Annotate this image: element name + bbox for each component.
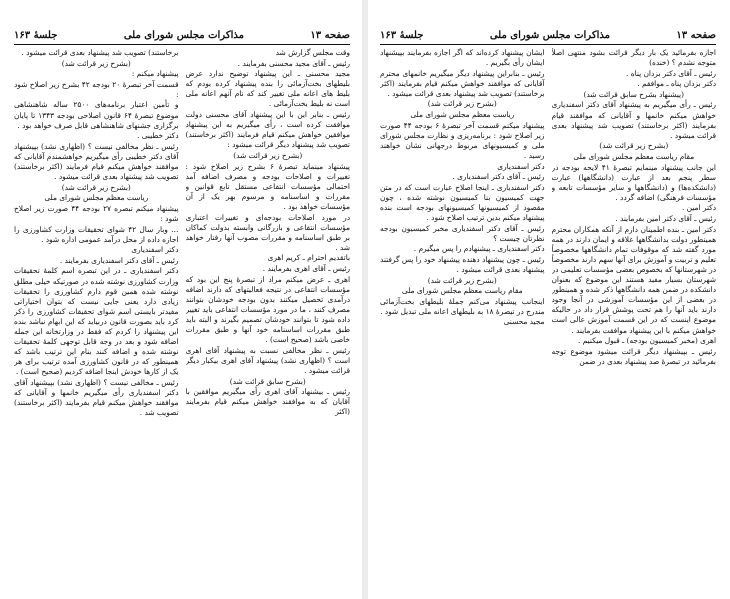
paragraph: (بشرح زیر قرائت شد) [61,182,131,192]
column-right [552,48,717,593]
paragraph: (بشرح زیر قرائت شد) [61,58,131,68]
paragraph: در مورد اصلاحات بودجه‌ای و تغییرات اعتباری مؤسسات انتفاعی و بازرگانی وابسته بدولت کماکان بر طبق اساسنامه و مقررات مصوب آنها رفتار خواهد شد . [185,212,350,252]
paragraph: و تأمین اعتبار برنامه‌های ۲۵۰۰ ساله شاهنشاهی موضوع تبصرهٔ ۶۴ قانون اصلاحی بودجه ۱۳۴۳ تا پایان برگزاری جشنهای شاهنشاهی قابل صرف خواهد بود . [14,100,179,130]
paragraph: … وبار سال ۴۲ شوای تحقیقات وزارت کشاورزی را اجازه داده از محل درآمد عمومی اداره شود . [14,224,179,244]
paragraph: رئیس ـ نظر مخالفی نسبت به پیشنهاد آقای اهری است ؟ (اظهاری نشد) پیشنهاد آقای اهری بیکبار دیگر قرائت میشود . [185,345,350,375]
paragraph: رئیس ـ آقای دکتر اسفندیاری بفرمایند . [59,255,179,265]
paragraph: وقت مجلس گزارش شد [275,48,350,57]
paragraph: دکتر اسفندیاری ـ در این تبصره اسم کلمهٔ تحقیقات وزارت کشاورزی نوشته شده در صورتیکه خیلی مطلق نوشته شده همین قوم دارم کشاورزی را تحقیقات زیادی دارد یعنی جایی نیست که بتوان اختیاراتی مفیدتر بایستی اسم شوای تحقیقات کشاورزی را ذکر کرد باید بصورت قانون دربیاید که این ابهام نباشد بنده این پیشنهاد را کردم که فقط در وزارتخانه این جمله اضافه شود و بعد در وجه قابل توجهی کلمهٔ تحقیقات نوشته شده و اضافه کنند بنام این ترتیب باشد که همینطور که در قانون کشاورزی آمده ترتیب برای هر یک از کارها خودش اینجا اضافه کردیم (صحیح است) . [14,266,179,377]
page-header [14,6,350,45]
paragraph: (بشرح زیر قرائت شد) [233,150,303,160]
paragraph: پیشنهاد میکنم تبصره ۲۷ بودجه ۴۴ صورت زیر اصلاح شود : [14,203,179,223]
paragraph: رئیس ـ بیشنهاد آقای اهری رأی میگیریم موافقین با آقایان که به موافقند خواهش میکنم قیام بفرمایند (اکثر [185,387,350,417]
paragraph: رئیس ـ رأی میگیریم به پیشنهاد آقای دکتر اسفندیاری خواهش میکنم خانمها و آقایانی که موافقند قیام بفرمایند (اکثر برخاستند) تصویب شد پیشنهاد بعدی قرائت میشود . [551,100,716,140]
paragraph: رئیس ـ نظر مخالفی نیست ؟ (اظهاری نشد) بپیشنهاد آقای دکتر خطیبی رأی میگیریم خواهشمندم آقایانی که موافقند خواهش میکنم قیام فرمایند (اکثر برخاستند) تصویب شد پیشنهاد بعدی قرائت میشود . [14,141,179,182]
journal-title: مذاکرات مجلس شورای ملی [489,30,610,41]
paragraph: برخاستند) تصویب شد پیشنهاد بعدی قرائت میشود . [21,48,179,57]
paragraph: رئیس ـ چون پیشنهاد دهنده پیشنهاد خود را پس گرفتند پیشنهاد بعدی قرائت میشود . [380,254,545,274]
paragraph: (پیشنهاد بشرح سابق قرائت شد) [583,89,684,99]
right-page [370,0,730,599]
paragraph: رئیس ـ مخالفی نیست ؟ (اظهاری نشد) بپیشنهاد آقای دکتر اسفندیاری رأی میگیریم خانمها و آقایانی که موافقند خواهش میکنم قیام بفرمایند (اکثر برخاستند) تصویب شد . [14,378,179,418]
page-number: صفحه ۱۳ [310,30,350,41]
paragraph: اینجانب پیشنهاد می‌کنم جملهٔ بلیطهای بخت‌آزمائی مندرج در تبصرهٔ ۱۸ به بلیطهای اعانه ملی تبدیل شود . [380,296,545,316]
paragraph: اهری ـ عرض میکنم مراد از تبصرهٔ پنج این بود که مؤسسات انتفاعی در نتیجه فعالیتهای که دارند اضافه درآمدی تحصیل میکنند بدون بودجه خودشان بتوانند مصرف کنند ، ما در مورد مؤسسات انتفاعی باید تغییر داده شود تا بتوانند خودشان تصمیم بگیرند و البته باید طبق مقررات اساسنامه خود آنها و طبق مقررات خاصی باشد (صحیح است) . [185,274,350,345]
paragraph: دکتر اسفندیاری [131,245,179,255]
paragraph: دکتر امین ـ بنده اطمینان دارم از آنکه همکاران محترم همینطور دولت بدانشگاهها علاقه و ایمان دارند در همه مورد گفته شد که موقوفات تمام دانشگاهها مخصوصاً تعلیم و تربیت و آموزش برای آنها سهم دارند مخصوصاً در شهرستانها که بخصوص بعضی مؤسسات تعلیمی در شهرستان بسیار مفید هستند این موضوع که بعنوان دانشکده در ضمن همه دانشگاهها ذکر شده و همینطور در بعضی از این مؤسسات آموزشی در آنجا وجود دارند باید آنها را هم تحت پوشش قرار داد در حالیکه موضوع اینست که در این قسمت آموزش عالی است خواهش میکنم با این پیشنهاد موافقت بفرمایند . [551,224,716,335]
session-number: جلسهٔ ۱۶۳ [380,30,424,41]
paragraph: اهری (مخبر کمیسیون بودجه) ـ قبول میکنیم . [578,336,716,346]
paragraph: (بشرح سابق قرائت شد) [229,376,306,386]
paragraph: رئیس ـ بنابر این با این پیشنهاد آقای محسنی دولت موافقت کرده است ، رأی میگیریم به این پیشنهاد موافقین خواهش میکنم قیام فرمایند (اکثر برخاستند) تصویب شد پیشنهاد دیگر قرائت میشود : [185,110,350,150]
paragraph: رئیس ـ آقای دکتر اسفندیاری مخبر کمیسیون بودجه نظرتان چیست ؟ [380,223,545,243]
paragraph: ریاست معظم مجلس شورای ملی [410,110,515,120]
paragraph: (بشرح زیر قرائت شد) [427,99,497,109]
paragraph: اجازه بفرمائید یک بار دیگر قرائت بشود منتهی اصلاً متوجه نشدم ؟ (خنده) [551,48,716,68]
paragraph: پیشنهاد مینماید تبصرهٔ ۶ بشرح زیر اصلاح شود : تغییرات و اصلاحات بودجه و مصرف اضافه آمد احتمالی مؤسسات انتفاعی مستقل تابع قوانین و مقررات و اساسنامه و مرسوم بهر یک از آن مؤسسات خواهد بود . [185,161,350,211]
paragraph: (بشرح زیر قرائت شد) [427,275,497,285]
text-columns [380,48,716,593]
paragraph: این جانب پیشنهاد مینمایم تبصرهٔ ۴۱ لایحه بودجه در سطر پنجم بعد از عبارت (دانشگاهها) عبارت (دانشکده‌ها) و (دانشگاهها و سایر مؤسسات تابعه و مؤسسات فرهنگی) اضافه گردد . [551,162,716,202]
paragraph: ریاست معظم مجلس شورای ملی [44,193,149,203]
paragraph: مجید محسنی ـ این پیشنهاد توضیح ندارد عرض بلیطهای بخت‌آزمائی را بنده پیشنهاد کرده بودم که بلیط های اعانه ملی تغییر کند که نام آنهم اعانه ملی است نه بلیط بخت‌آزمائی . [185,69,350,109]
paragraph: دکتر خطیبی . [137,131,179,141]
text-columns [14,48,350,593]
paragraph: پیشنهاد میکنم قسمت آخر تبصرهٔ ۶ بودجه ۴۴ صورت زیر اصلاح شود : برنامه‌ریزی و نظارت مجلس شورای ملی و کمیسیونهای مربوط درجهانی نشان خواهند رسید . [380,120,545,160]
paragraph: دکتر امین . [681,203,716,213]
paragraph: باتقدیم احترام ـ کریم اهری [267,253,350,263]
paragraph: رئیس ـ آقای دکتر امین بفرمایند . [615,214,716,223]
session-number: جلسهٔ ۱۶۳ [14,30,58,41]
left-page [0,0,360,599]
paragraph: مقام ریاست معظم مجلس شورای ملی [401,286,523,296]
column-right [186,48,351,593]
paragraph: مقام ریاست معظم مجلس شورای ملی [573,151,695,161]
paragraph: رئیس ـ آقای دکتر اسفندیاری . [452,172,545,182]
column-left [14,48,179,593]
page-gutter [362,0,368,599]
column-left [380,48,545,593]
page-header [380,6,716,45]
paragraph: پیشنهاد میکنم : [131,69,179,79]
paragraph: دکتر اسفندیاری [497,161,545,171]
paragraph: رئیس ـ بپیشنهاد دیگر قرائت میشود موضوع توجه بفرمائید در تبصرهٔ صد پیشنهاد بعدی در ضمن [551,346,716,366]
paragraph: دکتر بزدان پناه ـ موافقم . [637,79,716,89]
paragraph: (بشرح زیر قرائت شد) [599,141,669,151]
paragraph: دکتر اسفندیاری ـ اینجا اصلاح عبارت است که در متن جهت کمیسیون بنا کمیسیون نوشته شده ، چون مقصود از کمیسیونها کمیسیونهای بودجه است بنده پیشنهاد میکنم بدین ترتیب اصلاح شود . [380,182,545,222]
paragraph: رئیس ـ بنابراین پیشنهاد دیگر میگیریم خانمهای محترم آقایانی که موافقند خواهش میکنم قیام بفرمایند (اکثر برخاستند) تصویب شد پیشنهاد بعدی قرائت میشود . [380,68,545,98]
paragraph: مجید محسنی [503,317,545,327]
paragraph: رئیس ـ آقای اهری بفرمایند . [262,263,350,273]
paragraph: ایشان پیشنهاد کرده‌اند که اگر اجازه بفرمایند بپیشنهاد ایشان رأی بگیریم . [380,48,545,68]
page-number: صفحه ۱۳ [676,30,716,41]
paragraph: قسمت آخر تبصرهٔ ۲۰ بودجه ۴۲ بشرح زیر اصلاح شود : [14,79,179,99]
paragraph: دکتر اسفندیاری ـ پیشنهادم را پس میگیرم . [413,244,545,254]
paragraph: رئیس ـ آقای مجید محسنی بفرمایند . [237,58,350,68]
journal-title: مذاکرات مجلس شورای ملی [123,30,244,41]
paragraph: رئیس ـ آقای دکتر بزدان پناه . [626,68,716,78]
